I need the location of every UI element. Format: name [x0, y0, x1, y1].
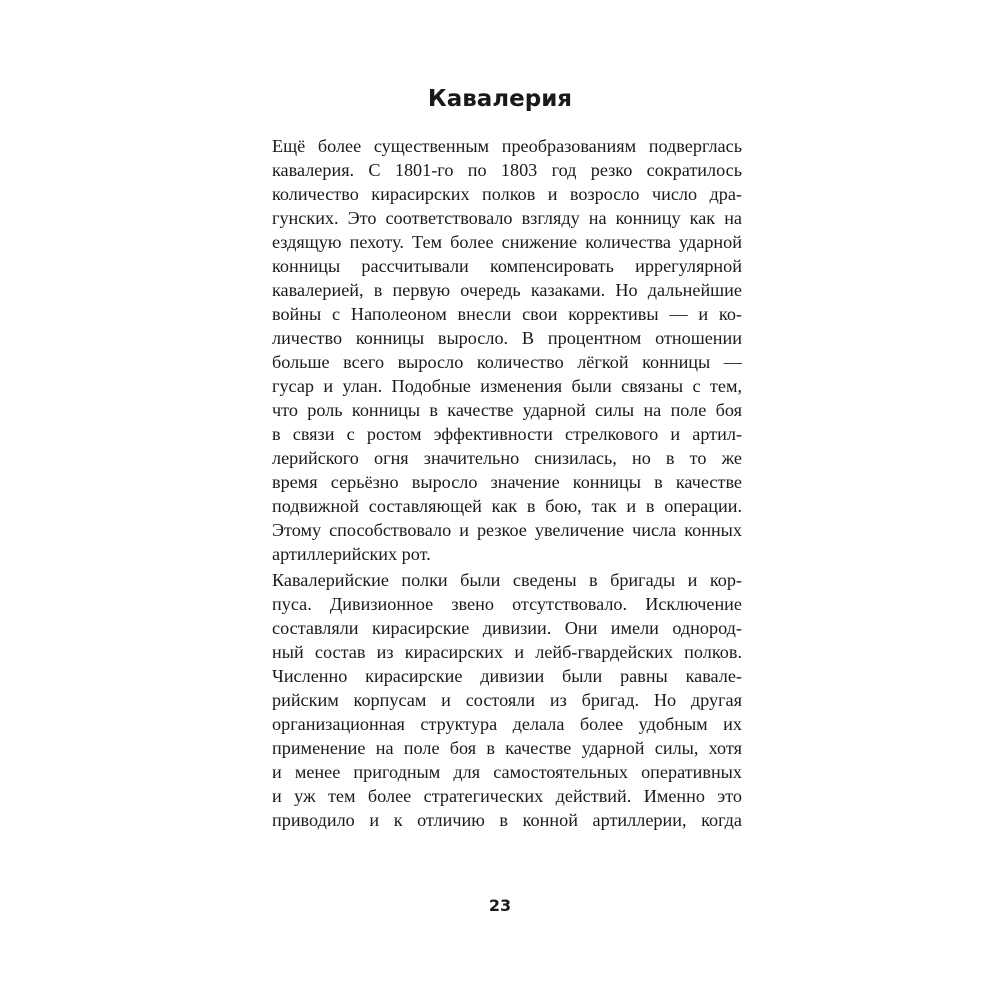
text-line: и менее пригодным для самостоятельных оперативных [272, 762, 742, 782]
text-line: больше всего выросло количество лёгкой конницы — [272, 352, 742, 372]
text-line: пуса. Дивизионное звено отсутствовало. Исключение [272, 594, 742, 614]
text-line: Кавалерийские полки были сведены в бригады и кор- [272, 570, 742, 590]
text-line: в связи с ростом эффективности стрелкового и артил- [272, 424, 742, 444]
text-line: Ещё более существенным преобразованиям подверглась [272, 136, 742, 156]
text-line: ный состав из кирасирских и лейб-гвардейских полков. [272, 642, 742, 662]
text-line: организационная структура делала более удобным их [272, 714, 742, 734]
text-line: ездящую пехоту. Тем более снижение количества ударной [272, 232, 742, 252]
text-line: личество конницы выросло. В процентном отношении [272, 328, 742, 348]
text-line: время серьёзно выросло значение конницы в качестве [272, 472, 742, 492]
text-line: Численно кирасирские дивизии были равны кавале- [272, 666, 742, 686]
text-line: применение на поле боя в качестве ударной силы, хотя [272, 738, 742, 758]
text-line: что роль конницы в качестве ударной силы на поле боя [272, 400, 742, 420]
text-line: подвижной составляющей как в бою, так и в операции. [272, 496, 742, 516]
text-line: рийским корпусам и состояли из бригад. Но другая [272, 690, 742, 710]
page-number: 23 [488, 896, 512, 915]
text-line: конницы рассчитывали компенсировать иррегулярной [272, 256, 742, 276]
section-heading: Кавалерия [427, 86, 573, 112]
text-line: составляли кирасирские дивизии. Они имели однород- [272, 618, 742, 638]
text-line: кавалерия. С 1801-го по 1803 год резко сократилось [272, 160, 742, 180]
text-line: приводило и к отличию в конной артиллерии, когда [272, 810, 742, 830]
text-line: Этому способствовало и резкое увеличение числа конных [272, 520, 742, 540]
text-line: артиллерийских рот. [272, 544, 431, 564]
text-line: лерийского огня значительно снизилась, но в то же [272, 448, 742, 468]
paragraph-1 [272, 134, 742, 566]
paragraph-2 [272, 568, 742, 832]
text-line: количество кирасирских полков и возросло число дра- [272, 184, 742, 204]
text-line: и уж тем более стратегических действий. Именно это [272, 786, 742, 806]
text-line: войны с Наполеоном внесли свои коррективы — и ко- [272, 304, 742, 324]
text-line: гунских. Это соответствовало взгляду на конницу как на [272, 208, 742, 228]
text-line: гусар и улан. Подобные изменения были связаны с тем, [272, 376, 742, 396]
text-line: кавалерией, в первую очередь казаками. Но дальнейшие [272, 280, 742, 300]
